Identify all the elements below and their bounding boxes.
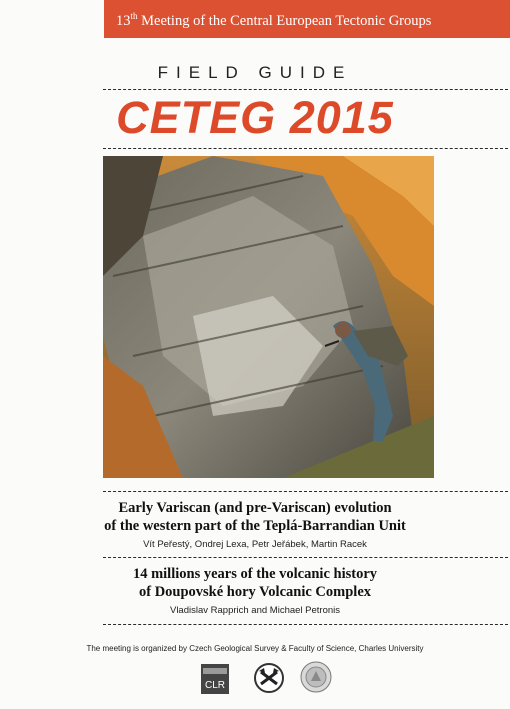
divider: [103, 148, 508, 149]
section2-title-line2: of Doupovské hory Volcanic Complex: [138, 584, 372, 600]
svg-text:CLR: CLR: [204, 680, 226, 691]
divider: [103, 557, 508, 558]
divider: [103, 491, 508, 492]
organizers-note: The meeting is organized by Czech Geological Survey & Faculty of Science, Charles University: [86, 644, 424, 653]
section1-authors: Vít Peřestý, Ondrej Lexa, Petr Jeřábek, Martin Racek: [143, 539, 367, 550]
section1-title-line1: Early Variscan (and pre-Variscan) evolution: [118, 500, 392, 516]
divider: [103, 624, 508, 625]
clr-logo: [201, 664, 229, 699]
banner-text: 13th Meeting of the Central European Tectonic Groups: [116, 11, 432, 29]
section2-title-line1: 14 millions years of the volcanic history: [132, 566, 378, 582]
divider: [103, 89, 508, 90]
section1-title-line2: of the western part of the Teplá-Barrandian Unit: [104, 518, 406, 534]
meeting-banner: [104, 0, 510, 38]
section2-authors: Vladislav Rapprich and Michael Petronis: [169, 605, 341, 616]
charles-university-seal: [300, 661, 332, 698]
geological-survey-logo: [253, 662, 285, 699]
cover-title: CETEG 2015: [116, 92, 394, 143]
field-guide-subtitle: FIELD GUIDE: [157, 63, 353, 82]
cover-photo: [103, 156, 434, 478]
